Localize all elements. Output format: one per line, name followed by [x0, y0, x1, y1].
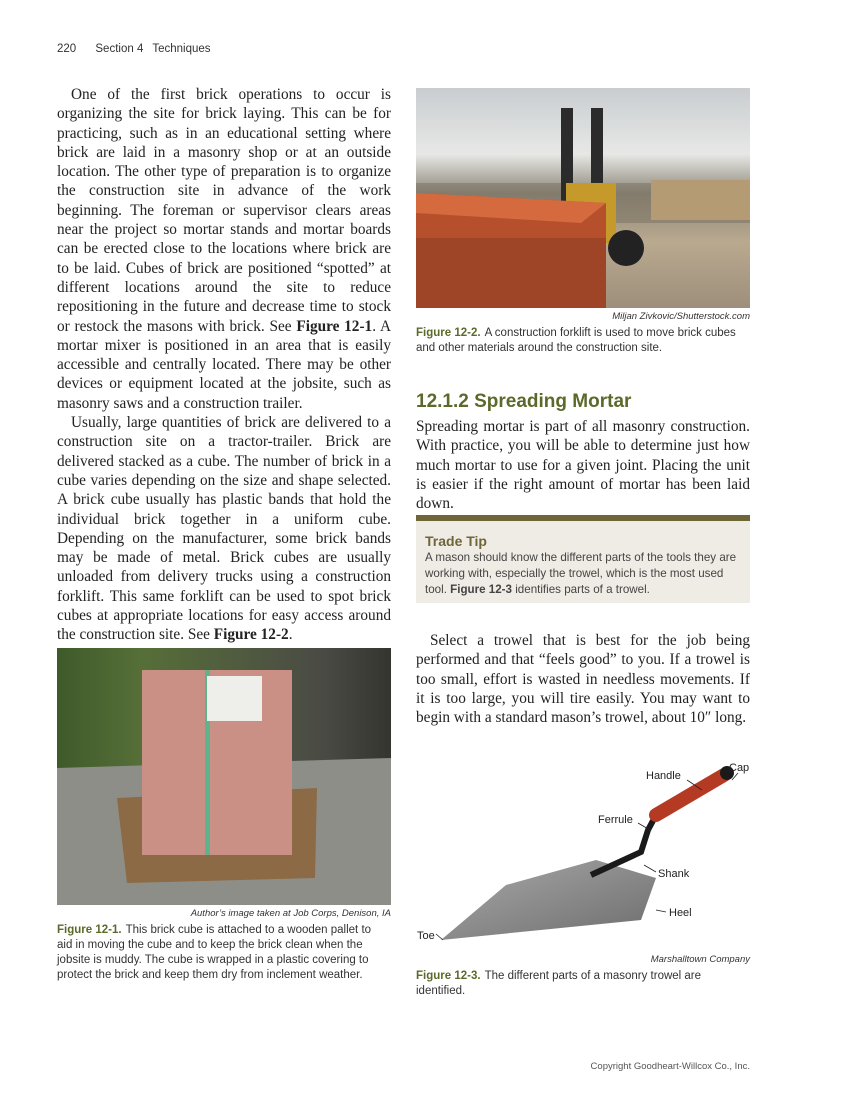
chapter-label: Techniques — [152, 43, 211, 55]
figure-label: Figure 12-3. — [416, 970, 481, 982]
trade-tip-box — [416, 515, 750, 603]
brick-cube-illustration — [57, 648, 391, 905]
label-toe: Toe — [417, 930, 435, 942]
page-header — [57, 43, 227, 55]
trowel-paragraph: Select a trowel that is best for the job being performed and that “feels good” to you. If a trowel is too small, effort is wasted in needless movements. If it is too large, you will tire easily. You may want to begin with a standard mason’s trowel, about 10″ long. — [416, 632, 750, 727]
section-paragraph: Spreading mortar is part of all masonry construction. With practice, you will be able to determine just how much mortar to use for a given joint. Placing the unit is easier if the right amount of mortar has been laid down. — [416, 418, 750, 513]
trowel-diagram — [416, 760, 750, 950]
paragraph: One of the first brick operations to occur is organizing the site for brick laying. This can be for practicing, such as in an educational setting where brick are laid in a masonry shop or at an outside location. The other type of preparation is to organize the construction site in advance of the work beginning. The foreman or supervisor clears areas near the project so mortar stands and mortar boards can be erected close to the locations where brick are to be laid. Cubes of brick are positioned “spotted” at different locations around the site to reduce repositioning in the future and decrease time to stock or restock the masons with brick. See Figure 12-1. A mortar mixer is positioned in an area that is easily accessible and centrally located. There may be other devices or equipment located at the jobsite, such as masonry saws and a construction trailer. — [57, 86, 391, 412]
figure-12-2-caption: Figure 12-2. A construction forklift is used to move brick cubes and other materials around the construction site. — [416, 327, 736, 354]
paragraph: Usually, large quantities of brick are delivered to a construction site on a tractor-trailer. Brick are delivered stacked as a cube. The number of brick in a cube varies depending on the size and shape selected. A brick cube usually has plastic bands that hold the individual brick together in a uniform cube. Depending on the manufacturer, some brick bands may be made of metal. Brick cubes are usually unloaded from delivery trucks using a construction forklift. This same forklift can be used to spot brick cubes at appropriate locations for easy access around the construction site. See Figure 12-2. — [57, 414, 391, 644]
label-heel: Heel — [669, 907, 692, 919]
label-ferrule: Ferrule — [598, 814, 633, 826]
page-number: 220 — [57, 43, 77, 55]
copyright-footer: Copyright Goodheart-Willcox Co., Inc. — [590, 1061, 750, 1072]
forklift-photo — [416, 88, 750, 308]
section-heading: 12.1.2 Spreading Mortar — [416, 391, 632, 412]
figure-12-1-credit: Author’s image taken at Job Corps, Denison, IA — [190, 908, 391, 919]
label-handle: Handle — [646, 770, 681, 782]
figure-12-2-credit: Miljan Zivkovic/Shutterstock.com — [612, 311, 750, 322]
label-shank: Shank — [658, 868, 690, 880]
trowel-blade — [441, 860, 656, 940]
figure-label: Figure 12-2. — [416, 327, 481, 339]
section-label: Section 4 — [95, 43, 144, 55]
figure-12-1-caption: Figure 12-1. This brick cube is attached to a wooden pallet to aid in moving the cube and to keep the brick clean when the jobsite is muddy. The cube is wrapped in a plastic covering to protect the brick and keep them dry from inclement weather. — [57, 924, 372, 981]
figure-12-3-credit: Marshalltown Company — [650, 954, 750, 965]
forklift-illustration — [416, 88, 750, 308]
brick-cube-photo — [57, 648, 391, 905]
figure-label: Figure 12-1. — [57, 924, 122, 936]
trade-tip-text: A mason should know the different parts of the tools they are working with, especially the trowel, which is the most used tool. Figure 12-3 identifies parts of a trowel. — [425, 551, 737, 596]
trade-tip-title: Trade Tip — [425, 533, 487, 549]
figure-reference: Figure 12-1 — [296, 317, 373, 335]
left-column-text — [57, 85, 391, 645]
label-cap: Cap — [729, 762, 750, 774]
figure-reference: Figure 12-2 — [213, 626, 289, 644]
figure-12-3-caption: Figure 12-3. The different parts of a masonry trowel are identified. — [416, 970, 702, 997]
